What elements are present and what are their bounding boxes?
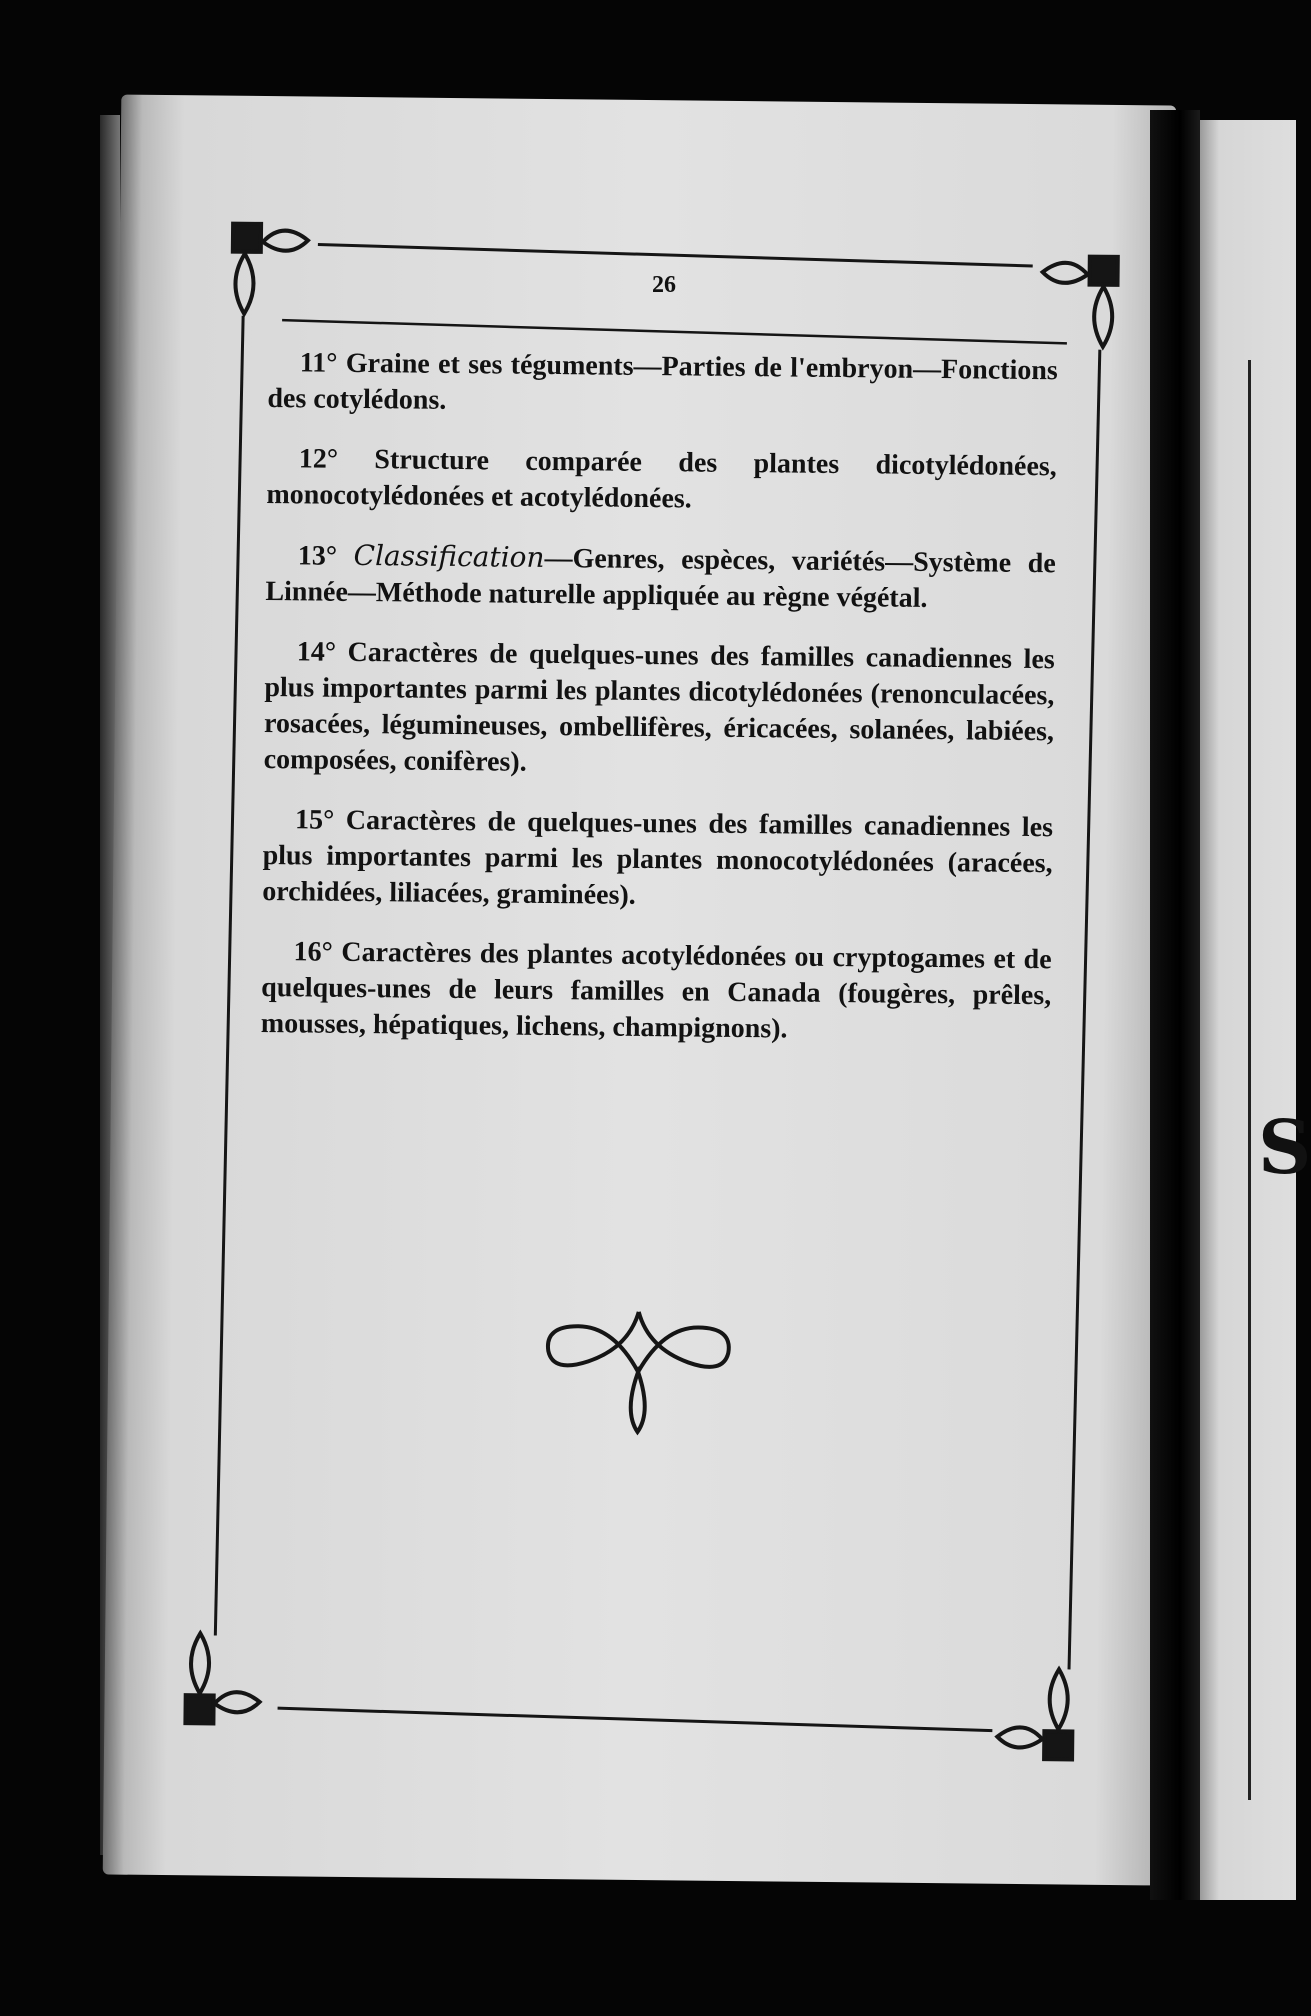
section-text: Caractères de quelques-unes des familles canadiennes les plus importantes parmi les plantes monocotylédonées (aracées, orchidées, liliacées, graminées). — [262, 804, 1054, 911]
section-number: 13° — [297, 540, 338, 572]
section-number: 12° — [298, 443, 339, 475]
bottom-rule — [277, 1708, 992, 1730]
section-16 — [261, 934, 1052, 1050]
section-text: Caractères des plantes acotylédonées ou cryptogames et de quelques-unes de leurs familles en Canada (fougères, prêles, mousses, hépatiques, lichens, champignons). — [260, 936, 1052, 1045]
top-rule — [318, 245, 1033, 266]
corner-ornament-top-right — [1042, 256, 1118, 347]
right-rule — [1069, 350, 1100, 1670]
section-text: —Genres, espèces, variétés—Système de Linnée—Méthode naturelle appliquée au règne végétal. — [265, 542, 1056, 614]
section-text: Structure comparée des plantes dicotylédonées, monocotylédonées et acotylédonées. — [266, 444, 1057, 515]
section-text: Graine et ses téguments—Parties de l'embryon—Fonctions des cotylédons. — [267, 347, 1058, 416]
corner-ornament-top-left — [232, 224, 308, 315]
section-number: 16° — [293, 936, 334, 968]
header-rule — [282, 320, 1067, 343]
flourish-ornament — [547, 1311, 729, 1433]
section-12 — [266, 441, 1057, 521]
syllabus-text — [260, 345, 1058, 1074]
left-rule — [215, 316, 243, 1636]
section-number: 11° — [299, 347, 338, 379]
section-13 — [265, 537, 1056, 618]
section-number: 15° — [294, 804, 335, 836]
section-15 — [262, 802, 1053, 918]
section-14 — [263, 634, 1054, 786]
section-11 — [267, 345, 1058, 425]
section-text: Caractères de quelques-unes des familles canadiennes les plus importantes parmi les plantes dicotylédonées (renonculacées, rosacées, légumineuses, ombellifères, éricacées, solanées, labiées, composées, conifères). — [263, 636, 1055, 778]
corner-ornament-bottom-left — [185, 1633, 260, 1724]
corner-ornament-bottom-right — [997, 1669, 1073, 1760]
section-emphasis: Classification — [353, 538, 545, 574]
page-number: 26 — [652, 272, 676, 298]
section-number: 14° — [296, 636, 337, 668]
adjacent-page-letter: S — [1258, 1105, 1311, 1191]
